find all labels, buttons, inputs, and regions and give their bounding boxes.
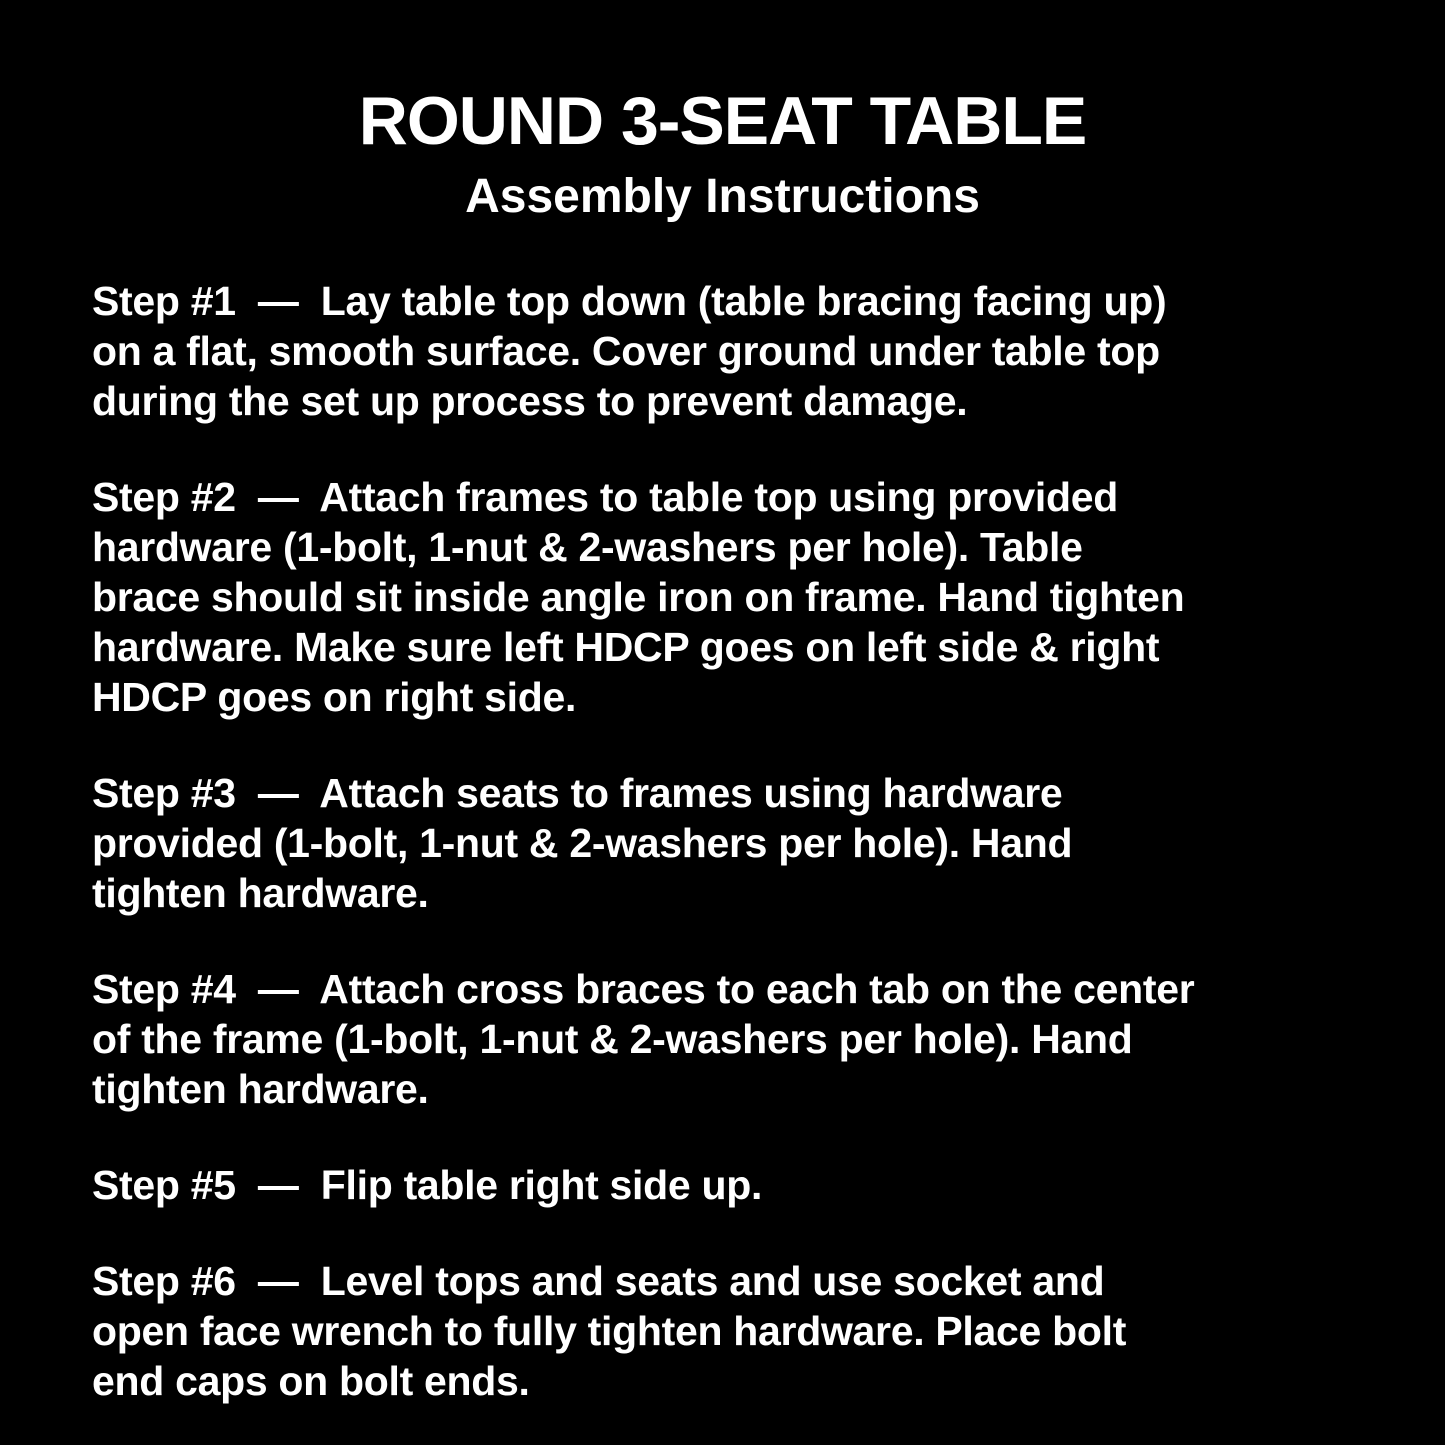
text-line: Step #6 — Level tops and seats and use socket and	[92, 1257, 1105, 1304]
text-line: Step #2 — Attach frames to table top using provided	[92, 473, 1118, 520]
text-line: brace should sit inside angle iron on frame. Hand tighten	[92, 573, 1185, 620]
step-1-paragraph	[92, 276, 1385, 426]
text-line: Step #5 — Flip table right side up.	[92, 1161, 763, 1208]
text-line: hardware (1-bolt, 1-nut & 2-washers per hole). Table	[92, 523, 1083, 570]
text-line: of the frame (1-bolt, 1-nut & 2-washers per hole). Hand	[92, 1015, 1133, 1062]
step-3-paragraph	[92, 768, 1385, 918]
page-subtitle: Assembly Instructions	[465, 169, 980, 223]
step-5-paragraph	[92, 1160, 1385, 1210]
text-line: tighten hardware.	[92, 869, 429, 916]
text-line: provided (1-bolt, 1-nut & 2-washers per hole). Hand	[92, 819, 1073, 866]
step-4-paragraph	[92, 964, 1385, 1114]
page-title: ROUND 3-SEAT TABLE	[358, 83, 1087, 159]
text-line: open face wrench to fully tighten hardware. Place bolt	[92, 1307, 1127, 1354]
steps-list	[0, 276, 1445, 1406]
text-line: end caps on bolt ends.	[92, 1357, 530, 1404]
text-line: Step #3 — Attach seats to frames using hardware	[92, 769, 1063, 816]
text-line: hardware. Make sure left HDCP goes on left side & right	[92, 623, 1160, 670]
text-line: Step #4 — Attach cross braces to each tab on the center	[92, 965, 1195, 1012]
text-line: HDCP goes on right side.	[92, 673, 577, 720]
step-6-paragraph	[92, 1256, 1385, 1406]
text-line: tighten hardware.	[92, 1065, 429, 1112]
text-line: during the set up process to prevent damage.	[92, 377, 968, 424]
text-line: on a flat, smooth surface. Cover ground under table top	[92, 327, 1160, 374]
text-line: Step #1 — Lay table top down (table bracing facing up)	[92, 277, 1167, 324]
step-2-paragraph	[92, 472, 1385, 722]
